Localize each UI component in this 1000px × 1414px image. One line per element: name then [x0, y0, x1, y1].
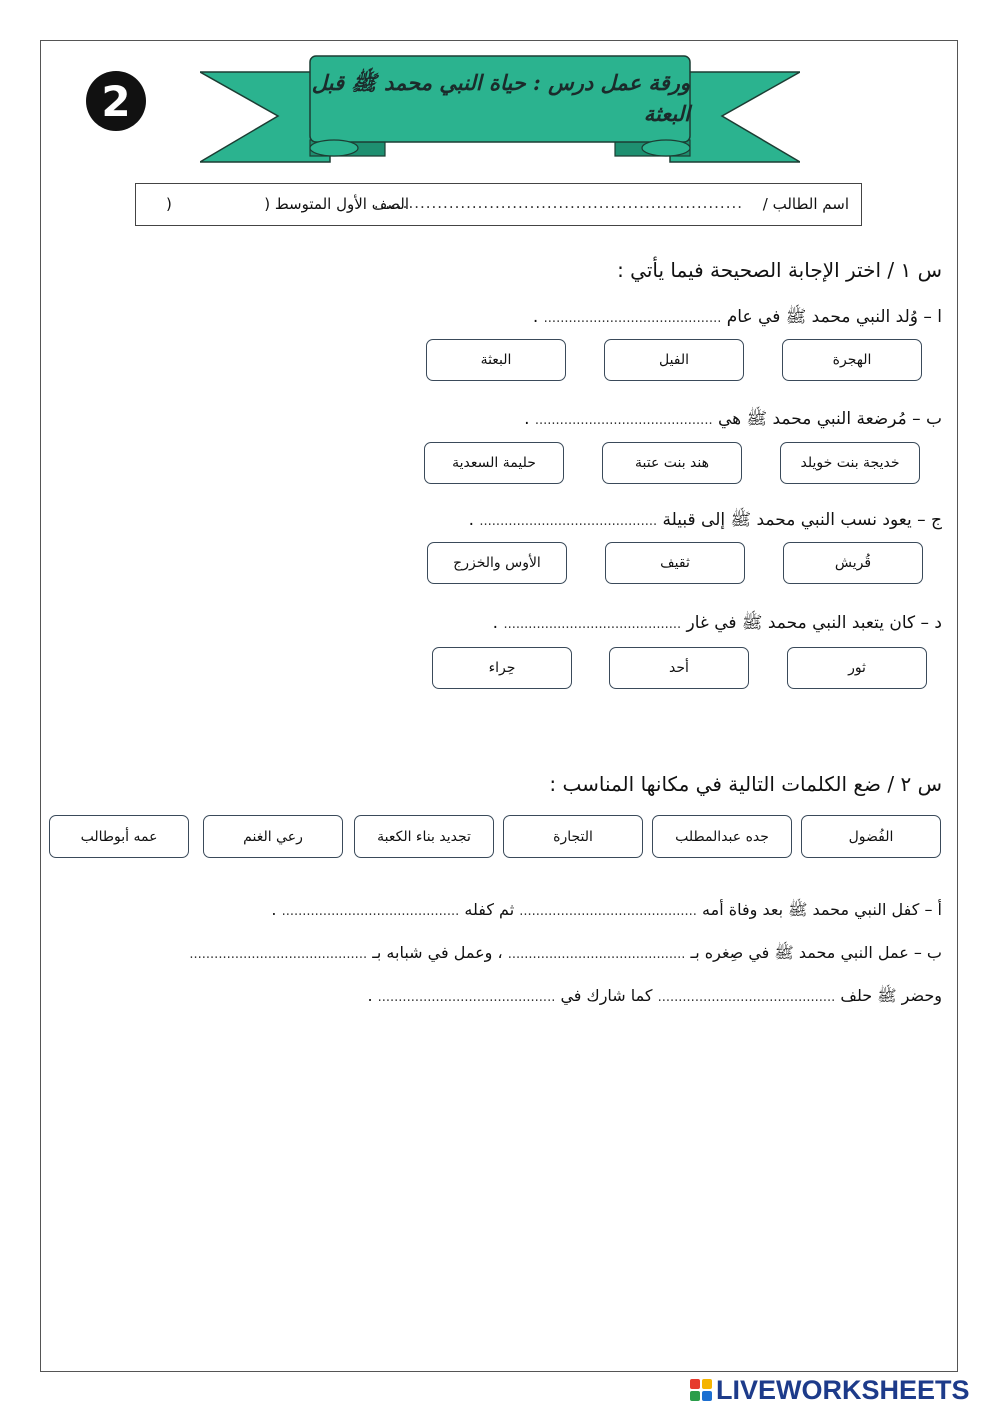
- lesson-number: 2: [101, 76, 131, 126]
- grade-close-paren: ): [166, 195, 172, 213]
- fill-sentence: [367, 986, 942, 1009]
- logo-square: [690, 1391, 700, 1401]
- sentence-text: كما شارك في: [560, 986, 653, 1005]
- sentence-text: ب – عمل النبي محمد ﷺ في صِغره بـ: [690, 943, 942, 962]
- q1-item-text: ا – وُلد النبي محمد ﷺ في عام: [726, 307, 942, 327]
- choice-button[interactable]: البعثة: [426, 339, 566, 381]
- sentence-end: .: [367, 986, 373, 1005]
- q1-title: س ١ / اختر الإجابة الصحيحة فيما يأتي :: [617, 258, 942, 282]
- logo-square: [702, 1391, 712, 1401]
- sentence-blank[interactable]: ...........................................: [507, 947, 686, 962]
- q1-item-blank[interactable]: ...........................................: [503, 617, 682, 632]
- q1-item-end: .: [492, 613, 499, 633]
- q1-item-blank[interactable]: ...........................................: [534, 413, 713, 428]
- q1-item-text: ب – مُرضعة النبي محمد ﷺ هي: [718, 409, 942, 429]
- logo-text: LIVEWORKSHEETS: [716, 1374, 970, 1405]
- choice-button[interactable]: ثور: [787, 647, 927, 689]
- choice-button[interactable]: الهجرة: [782, 339, 922, 381]
- q1-item-blank[interactable]: ...........................................: [543, 311, 722, 326]
- sentence-blank[interactable]: ...........................................: [377, 990, 556, 1005]
- word-bank-item[interactable]: الفُضول: [801, 815, 941, 858]
- sentence-blank[interactable]: ...........................................: [519, 904, 697, 919]
- sentence-end: .: [271, 900, 277, 919]
- sentence-text: أ – كفل النبي محمد ﷺ بعد وفاة أمه: [702, 900, 942, 919]
- logo-mark-icon: [690, 1379, 712, 1401]
- choice-button[interactable]: خديجة بنت خويلد: [780, 442, 920, 484]
- choice-button[interactable]: حِراء: [432, 647, 572, 689]
- word-bank-item[interactable]: تجديد بناء الكعبة: [354, 815, 494, 858]
- choice-button[interactable]: ثقيف: [605, 542, 745, 584]
- word-bank-item[interactable]: رعي الغنم: [203, 815, 343, 858]
- student-name-label: اسم الطالب /: [762, 195, 849, 213]
- q1-item-end: .: [524, 409, 530, 429]
- logo-square: [690, 1379, 700, 1389]
- q1-item-text: د – كان يتعبد النبي محمد ﷺ في غار: [686, 613, 942, 633]
- grade-label: الصف الأول المتوسط (: [264, 195, 409, 213]
- q2-title: س ٢ / ضع الكلمات التالية في مكانها المناسب :: [549, 772, 942, 796]
- q1-item: [524, 408, 942, 433]
- word-bank-item[interactable]: جده عبدالمطلب: [652, 815, 792, 858]
- choice-button[interactable]: الفيل: [604, 339, 744, 381]
- worksheet-title: ورقة عمل درس : حياة النبي محمد ﷺ قبل البعثة: [311, 70, 690, 126]
- q1-item-end: .: [532, 307, 539, 327]
- choice-button[interactable]: هند بنت عتبة: [602, 442, 742, 484]
- choice-button[interactable]: قُريش: [783, 542, 923, 584]
- fill-sentence: [271, 900, 942, 923]
- student-info-box: [135, 183, 862, 226]
- ribbon-left-curl: [310, 140, 358, 156]
- fill-sentence: [189, 943, 942, 966]
- choice-button[interactable]: الأوس والخزرج: [427, 542, 567, 584]
- choice-button[interactable]: أحد: [609, 647, 749, 689]
- choice-button[interactable]: حليمة السعدية: [424, 442, 564, 484]
- q1-item-blank[interactable]: ...........................................: [479, 514, 658, 529]
- q1-item: [493, 612, 942, 637]
- sentence-text: وحضر ﷺ حلف: [840, 986, 942, 1005]
- ribbon-right-curl: [642, 140, 690, 156]
- q1-item-end: .: [468, 510, 474, 530]
- q1-item: [533, 306, 942, 331]
- liveworksheets-logo[interactable]: [690, 1375, 990, 1405]
- sentence-blank[interactable]: ...........................................: [281, 904, 460, 919]
- word-bank-item[interactable]: عمه أبوطالب: [49, 815, 189, 858]
- q1-item: [469, 509, 942, 534]
- sentence-text: ، وعمل في شبابه بـ: [372, 943, 503, 962]
- q1-item-text: ج – يعود نسب النبي محمد ﷺ إلى قبيلة: [662, 510, 942, 530]
- sentence-text: ثم كفله: [464, 900, 515, 919]
- lesson-number-badge: [86, 71, 146, 131]
- logo-square: [702, 1379, 712, 1389]
- page-border: [40, 40, 958, 1372]
- student-name-field[interactable]: ................................................................: [373, 194, 743, 212]
- word-bank-item[interactable]: التجارة: [503, 815, 643, 858]
- sentence-blank[interactable]: ...........................................: [657, 990, 836, 1005]
- sentence-blank[interactable]: ...........................................: [189, 947, 368, 962]
